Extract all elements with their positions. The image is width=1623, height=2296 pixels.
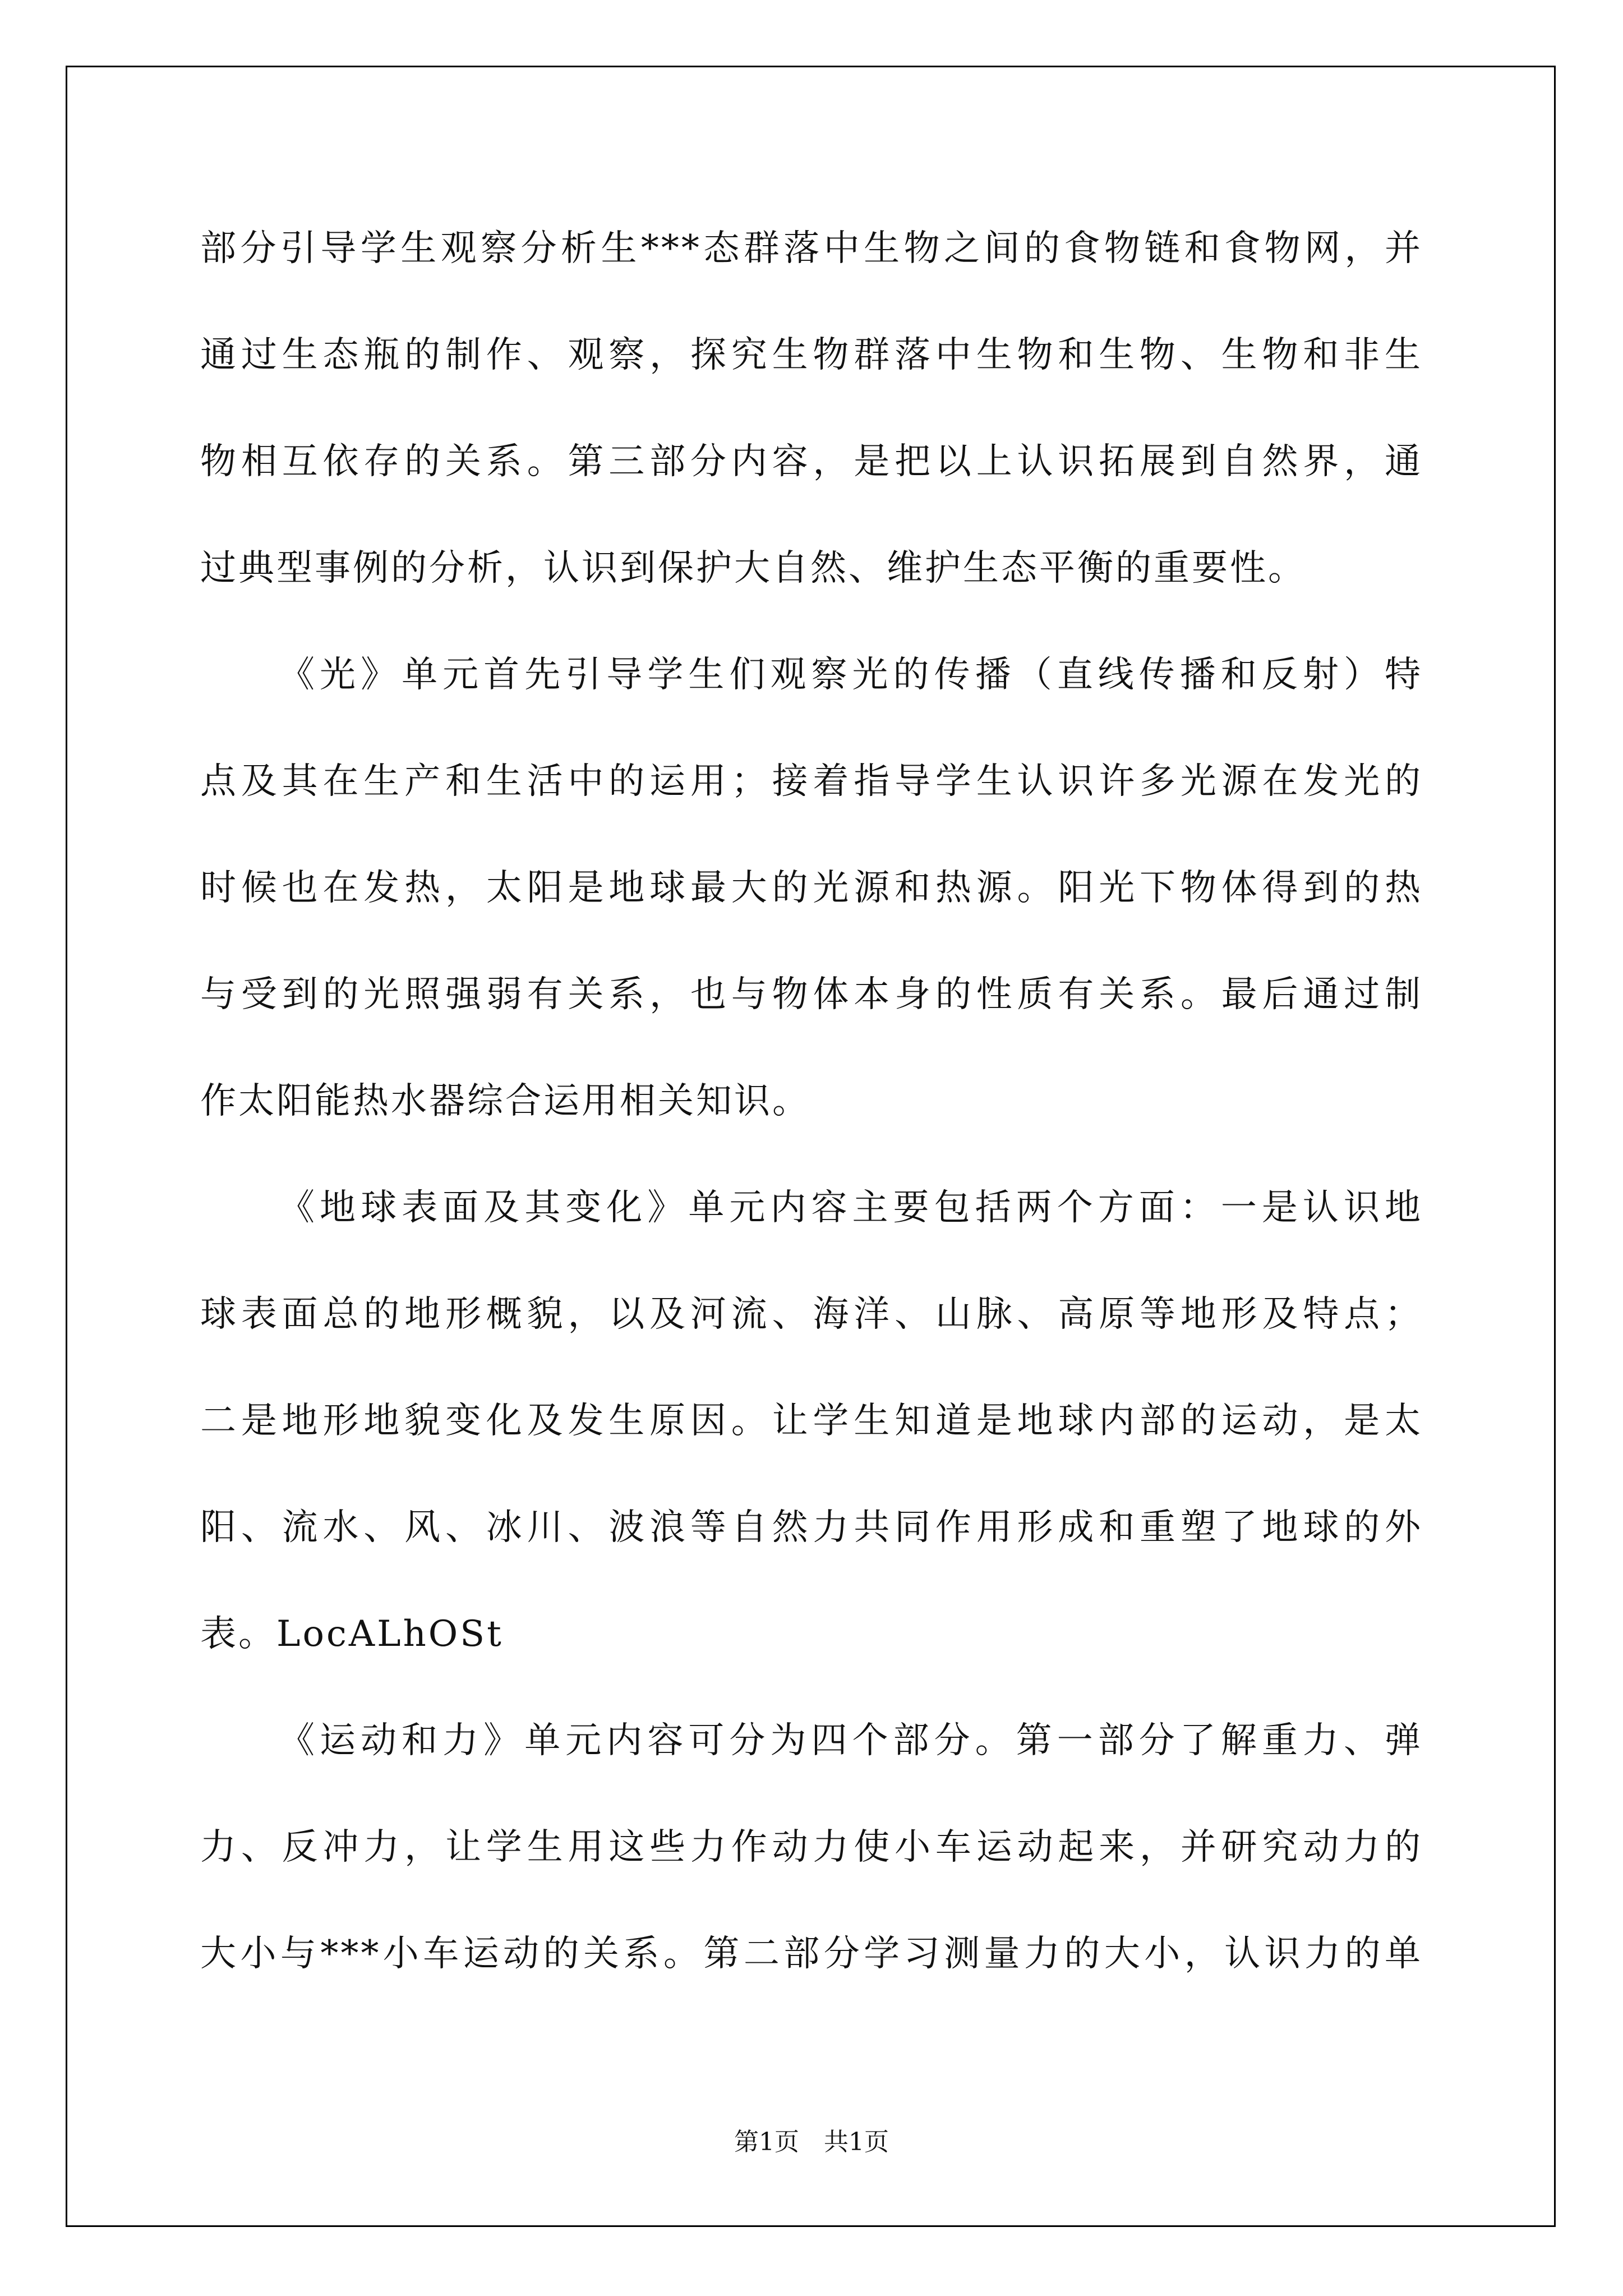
text-line: 通过生态瓶的制作、观察，探究生物群落中生物和生物、生物和非生 xyxy=(200,334,1423,376)
text-line: 《光》单元首先引导学生们观察光的传播（直线传播和反射）特 xyxy=(279,654,1423,696)
text-line: 作太阳能热水器综合运用相关知识。 xyxy=(200,1080,810,1122)
page-footer: 第1页 共1页 xyxy=(734,2128,889,2156)
paragraph xyxy=(200,1687,1423,2007)
text-line: 二是地形地貌变化及发生原因。让学生知道是地球内部的运动，是太 xyxy=(200,1400,1423,1442)
text-line: 点及其在生产和生活中的运用；接着指导学生认识许多光源在发光的 xyxy=(200,761,1423,802)
text-line: 力、反冲力，让学生用这些力作动力使小车运动起来，并研究动力的 xyxy=(200,1826,1423,1868)
paragraph xyxy=(200,622,1423,1154)
text-line: 大小与***小车运动的关系。第二部分学习测量力的大小，认识力的单 xyxy=(200,1933,1423,1975)
text-line: 与受到的光照强弱有关系，也与物体本身的性质有关系。最后通过制 xyxy=(200,974,1423,1015)
text-line: 部分引导学生观察分析生***态群落中生物之间的食物链和食物网，并 xyxy=(200,228,1423,269)
text-line: 物相互依存的关系。第三部分内容，是把以上认识拓展到自然界，通 xyxy=(200,441,1423,482)
text-line: 阳、流水、风、冰川、波浪等自然力共同作用形成和重塑了地球的外 xyxy=(200,1507,1423,1548)
text-line: 表。LocALhOSt xyxy=(200,1613,504,1655)
paragraph xyxy=(200,1154,1423,1687)
text-line: 《运动和力》单元内容可分为四个部分。第一部分了解重力、弹 xyxy=(279,1720,1423,1761)
text-line: 球表面总的地形概貌，以及河流、海洋、山脉、高原等地形及特点； xyxy=(200,1294,1423,1335)
text-line: 时候也在发热，太阳是地球最大的光源和热源。阳光下物体得到的热 xyxy=(200,867,1423,909)
document-body xyxy=(200,195,1423,2007)
text-line: 过典型事例的分析，认识到保护大自然、维护生态平衡的重要性。 xyxy=(200,547,1306,589)
paragraph xyxy=(200,195,1423,622)
text-line: 《地球表面及其变化》单元内容主要包括两个方面：一是认识地 xyxy=(279,1187,1423,1228)
